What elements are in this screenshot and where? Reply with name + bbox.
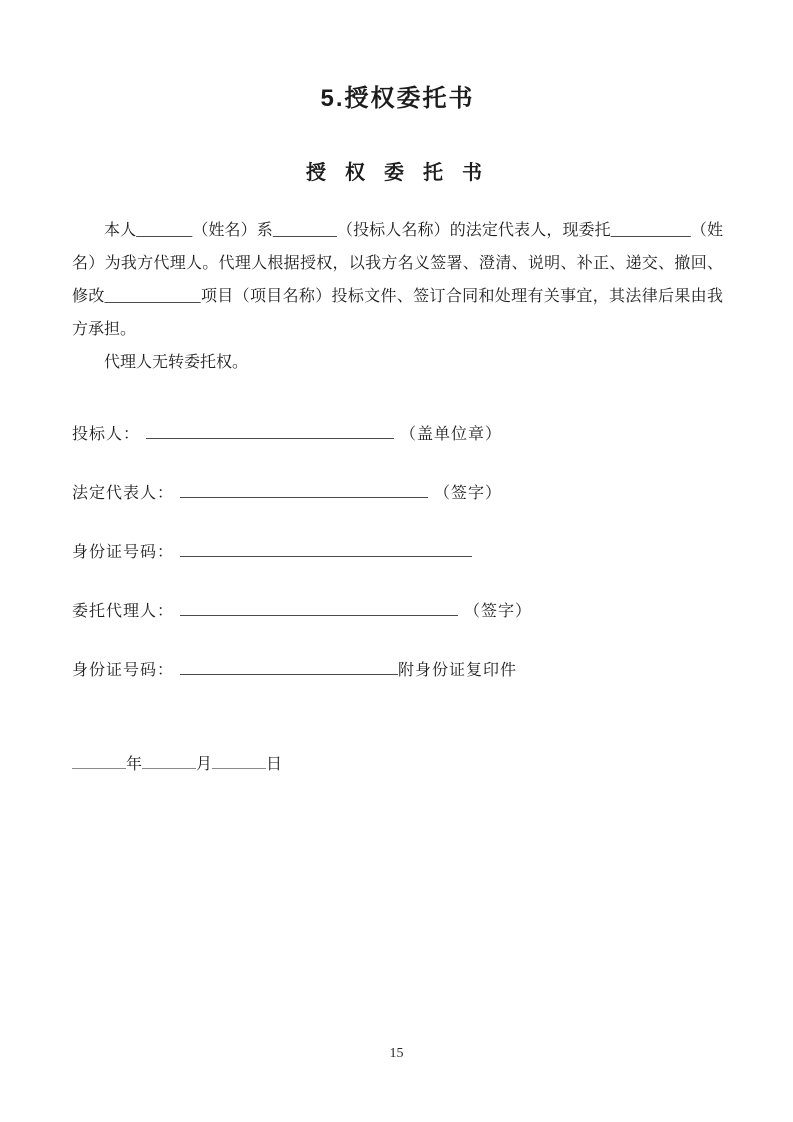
year-fill-in-blank bbox=[72, 752, 126, 769]
legal-representative-label: 法定代表人： bbox=[72, 485, 175, 502]
field-row-bidder bbox=[72, 421, 723, 445]
id-number-2-label: 身份证号码： bbox=[72, 662, 175, 679]
authorized-agent-label: 委托代理人： bbox=[72, 603, 175, 620]
document-title: 授 权 委 托 书 bbox=[306, 162, 489, 184]
authorization-paragraph: 本人_______（姓名）系________（投标人名称）的法定代表人，现委托__________（姓名）为我方代理人。代理人根据授权，以我方名义签署、澄清、说明、补正、递交、撤回、修改____________项目（项目名称）投标文件、签订合同和处理有关事宜，其法律后果由我方承担。 bbox=[72, 222, 723, 338]
id-copy-attached-note: 附身份证复印件 bbox=[398, 662, 518, 679]
section-title: 5.授权委托书 bbox=[320, 85, 475, 112]
month-fill-in-blank bbox=[142, 752, 196, 769]
bidder-label: 投标人： bbox=[72, 426, 141, 443]
authorized-agent-signature-note: （签字） bbox=[464, 603, 533, 620]
page-number: 15 bbox=[389, 1046, 404, 1061]
id-number-1-label: 身份证号码： bbox=[72, 544, 175, 561]
bidder-seal-note: （盖单位章） bbox=[400, 426, 503, 443]
authorized-agent-fill-in-blank bbox=[180, 599, 458, 616]
body-text bbox=[72, 214, 723, 379]
field-row-id-number-1 bbox=[72, 539, 723, 563]
field-row-id-number-2 bbox=[72, 657, 723, 681]
date-line bbox=[72, 751, 723, 774]
field-row-legal-representative bbox=[72, 480, 723, 504]
day-label: 日 bbox=[266, 756, 283, 773]
year-label: 年 bbox=[126, 756, 143, 773]
legal-representative-fill-in-blank bbox=[180, 481, 428, 498]
field-row-authorized-agent bbox=[72, 598, 723, 622]
id-number-1-fill-in-blank bbox=[180, 540, 472, 557]
bidder-fill-in-blank bbox=[146, 422, 394, 439]
legal-representative-signature-note: （签字） bbox=[434, 485, 503, 502]
day-fill-in-blank bbox=[212, 752, 266, 769]
no-subdelegation-paragraph: 代理人无转委托权。 bbox=[104, 354, 249, 371]
month-label: 月 bbox=[196, 756, 213, 773]
signature-fields bbox=[72, 421, 723, 681]
id-number-2-fill-in-blank bbox=[180, 658, 398, 675]
